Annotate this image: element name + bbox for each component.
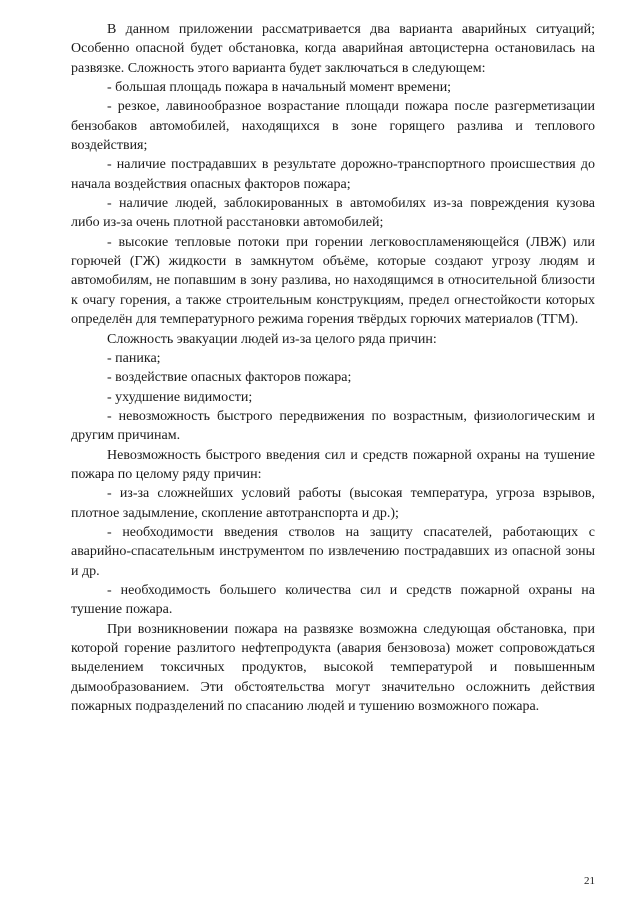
paragraph-item-rapid-growth: - резкое, лавинообразное возрастание площади пожара после разгерметизации бензобаков автомобилей, находящихся в зоне горящего разлива и теплового воздействия; [71, 99, 595, 154]
page-number: 21 [584, 875, 595, 887]
paragraph-item-conditions: - из-за сложнейших условий работы (высокая температура, угроза взрывов, плотное задымление, скопление автотранспорта и др.); [71, 486, 595, 521]
paragraph-forces-heading: Невозможность быстрого введения сил и средств пожарной охраны на тушение пожара по целому ряду причин: [71, 447, 595, 482]
paragraph-item-more-forces: - необходимость большего количества сил и средств пожарной охраны на тушение пожара. [71, 582, 595, 618]
paragraph-evacuation-heading: Сложность эвакуации людей из-за целого ряда причин: [107, 331, 437, 347]
paragraph-item-protection: - необходимости введения стволов на защиту спасателей, работающих с аварийно-спасательным инструментом по извлечению пострадавших из опасной зоны и др. [71, 524, 595, 579]
paragraph-conclusion: При возникновении пожара на развязке возможна следующая обстановка, при которой горение разлитого нефтепродукта (авария бензовоза) может сопровождаться выделением токсичных продуктов, высокой температурой и повышенным дымообразованием. Эти обстоятельства могут значительно осложнить действия пожарных подразделений по спасанию людей и тушению возможного пожара. [71, 621, 595, 715]
paragraph-intro: В данном приложении рассматривается два варианта аварийных ситуаций; Особенно опасной будет обстановка, когда аварийная автоцистерна остановилась на развязке. Сложность этого варианта будет заключаться в следующем: [71, 22, 595, 76]
paragraph-item-heat-flows: - высокие тепловые потоки при горении легковоспламеняющейся (ЛВЖ) или горючей (ГЖ) жидкости в замкнутом объёме, которые создают угрозу людям и автомобилям, не попавшим в зону разлива, но находящимся в относительной близости к очагу горения, а также строительным конструкциям, предел огнестойкости которых определён для температурного режима горения твёрдых горючих материалов (ТГМ). [71, 234, 595, 328]
paragraph-item-movement: - невозможность быстрого передвижения по возрастным, физиологическим и другим причинам. [71, 408, 595, 444]
paragraph-item-victims: - наличие пострадавших в результате дорожно-транспортного происшествия до начала воздействия опасных факторов пожара; [71, 157, 595, 192]
paragraph-item-large-area: - большая площадь пожара в начальный момент времени; [107, 80, 452, 96]
paragraph-item-panic: - паника; [107, 350, 161, 366]
paragraph-item-visibility: - ухудшение видимости; [107, 389, 253, 405]
page-body [71, 20, 595, 716]
paragraph-item-blocked-people: - наличие людей, заблокированных в автомобилях из-за повреждения кузова либо из-за очень плотной расстановки автомобилей; [71, 196, 595, 231]
paragraph-item-hazards: - воздействие опасных факторов пожара; [107, 370, 352, 386]
